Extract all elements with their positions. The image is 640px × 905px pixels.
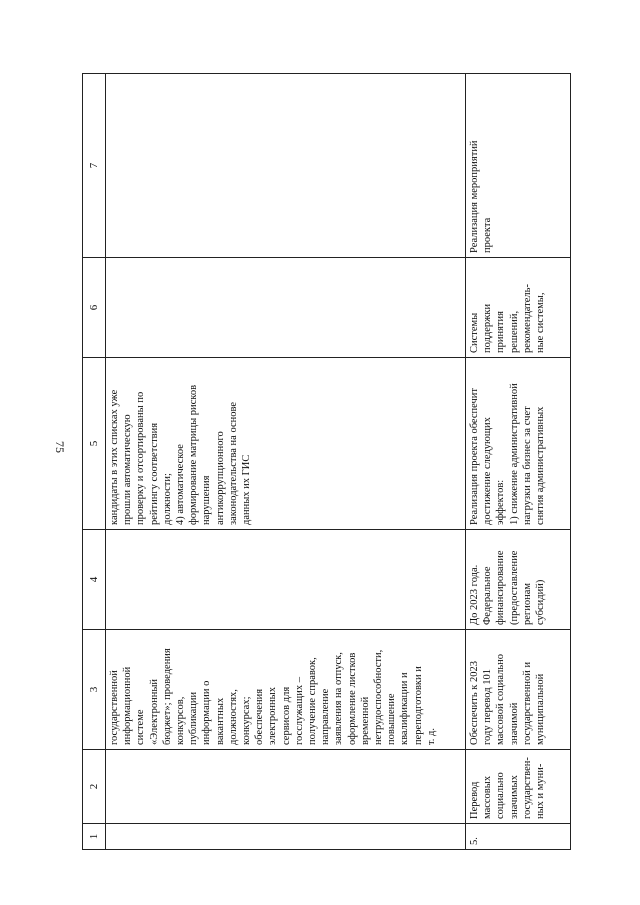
header-cell: 3 (83, 630, 106, 750)
page-number: 75 (53, 441, 67, 453)
rotated-table-container (82, 74, 547, 850)
table-cell (106, 258, 466, 358)
table-cell: Реализация мероприятий проекта (466, 74, 571, 258)
header-cell: 2 (83, 750, 106, 824)
table-cell (106, 530, 466, 630)
header-cell: 5 (83, 358, 106, 530)
header-cell: 1 (83, 824, 106, 850)
table-cell (106, 824, 466, 850)
table-cell: До 2023 года. Федеральное финансирование (предоставление регионам субсидий) (466, 530, 571, 630)
data-table (82, 73, 571, 850)
header-cell: 4 (83, 530, 106, 630)
table-cell: Обеспечить к 2023 году перевод 101 массовой социально значимой государственной и муниципальной (466, 630, 571, 750)
table-cell: кандидаты в этих списках уже прошли автоматическую проверку и отсортированы по рейтингу соответствия должности; 4) автоматическое формирование матрицы рисков нарушения антикоррупционного законодательства на основе данных их ГИС (106, 358, 466, 530)
table-cell: Реализация проекта обеспечит достижение следующих эффектов: 1) снижение административной нагрузки на бизнес за счет снятия административных (466, 358, 571, 530)
table-cell: Системы поддержки принятия решений, рекомендатель- ные системы, (466, 258, 571, 358)
table-cell (106, 74, 466, 258)
table-row (106, 74, 466, 850)
table-header-row (83, 74, 106, 850)
table-cell: Перевод массовых социально значимых государствен- ных и муни- (466, 750, 571, 824)
header-cell: 6 (83, 258, 106, 358)
table-cell: 5. (466, 824, 571, 850)
table-cell: государственной информационной системе «Электронный бюджет»; проведения конкурсов, публикации информации о вакантных должностях, конкурсах; обеспечения электронных сервисов для госслужащих – получение справок, направление заявления на отпуск, оформление листков временной нетрудоспособности, повышение квалификации и переподготовки и т. д. (106, 630, 466, 750)
table-cell (106, 750, 466, 824)
header-cell: 7 (83, 74, 106, 258)
table-row (466, 74, 571, 850)
